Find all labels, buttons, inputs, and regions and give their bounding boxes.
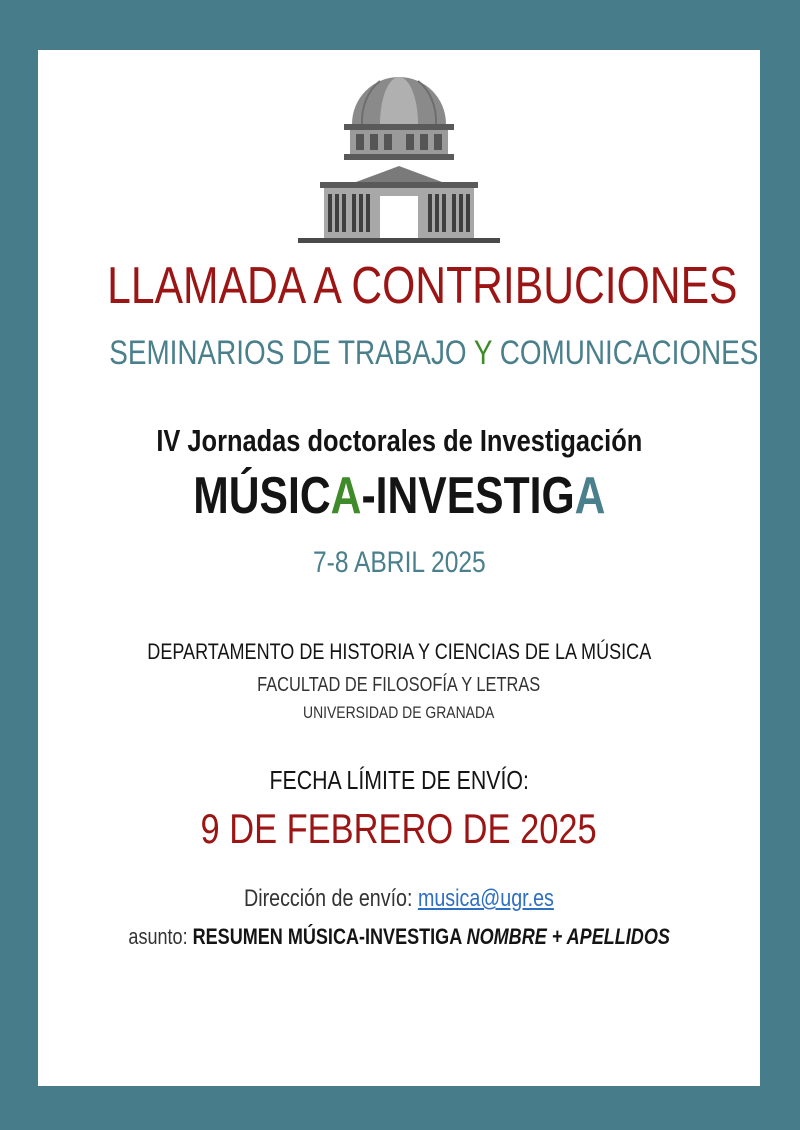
subtitle-part2: COMUNICACIONES bbox=[491, 334, 759, 372]
event-name-text bbox=[193, 466, 605, 526]
organizer-department bbox=[38, 638, 760, 666]
call-subtitle bbox=[38, 332, 760, 374]
deadline-date-text: 9 DE FEBRERO DE 2025 bbox=[200, 805, 598, 852]
event-name-a1: A bbox=[330, 467, 362, 525]
call-title bbox=[38, 256, 760, 316]
submission-subject-text bbox=[128, 922, 669, 952]
event-name-part2: -INVESTIG bbox=[361, 467, 575, 525]
submission-email-text bbox=[244, 884, 554, 914]
deadline-label bbox=[38, 764, 760, 796]
event-dates-text: 7-8 ABRIL 2025 bbox=[312, 546, 486, 579]
subject-text: RESUMEN MÚSICA-INVESTIGA bbox=[192, 924, 467, 949]
subtitle-y: Y bbox=[473, 334, 492, 372]
subtitle-part1: SEMINARIOS DE TRABAJO bbox=[109, 334, 474, 372]
organizer-faculty bbox=[38, 672, 760, 698]
event-name bbox=[38, 466, 760, 526]
organizer-university-text: UNIVERSIDAD DE GRANADA bbox=[303, 703, 495, 722]
call-title-text: LLAMADA A CONTRIBUCIONES bbox=[107, 257, 738, 315]
event-dates bbox=[38, 545, 760, 581]
organizer-department-text: DEPARTAMENTO DE HISTORIA Y CIENCIAS DE LA MÚSICA bbox=[147, 639, 651, 664]
submission-email-line bbox=[38, 884, 760, 914]
deadline-label-text: FECHA LÍMITE DE ENVÍO: bbox=[269, 765, 529, 795]
call-subtitle-text bbox=[109, 332, 758, 374]
subject-italic: NOMBRE + APELLIDOS bbox=[466, 924, 670, 949]
event-edition-text: IV Jornadas doctorales de Investigación bbox=[156, 423, 642, 458]
university-building-icon bbox=[294, 72, 504, 247]
event-name-a2: A bbox=[574, 467, 606, 525]
event-edition bbox=[38, 422, 760, 460]
deadline-date bbox=[38, 804, 760, 854]
poster-page bbox=[38, 50, 760, 1086]
subject-label: asunto: bbox=[128, 924, 193, 949]
email-link[interactable]: musica@ugr.es bbox=[418, 885, 554, 912]
submission-subject-line bbox=[38, 922, 760, 952]
organizer-university bbox=[38, 702, 760, 724]
event-name-part1: MÚSIC bbox=[192, 467, 331, 525]
organizer-faculty-text: FACULTAD DE FILOSOFÍA Y LETRAS bbox=[257, 674, 541, 696]
email-label: Dirección de envío: bbox=[244, 885, 419, 912]
